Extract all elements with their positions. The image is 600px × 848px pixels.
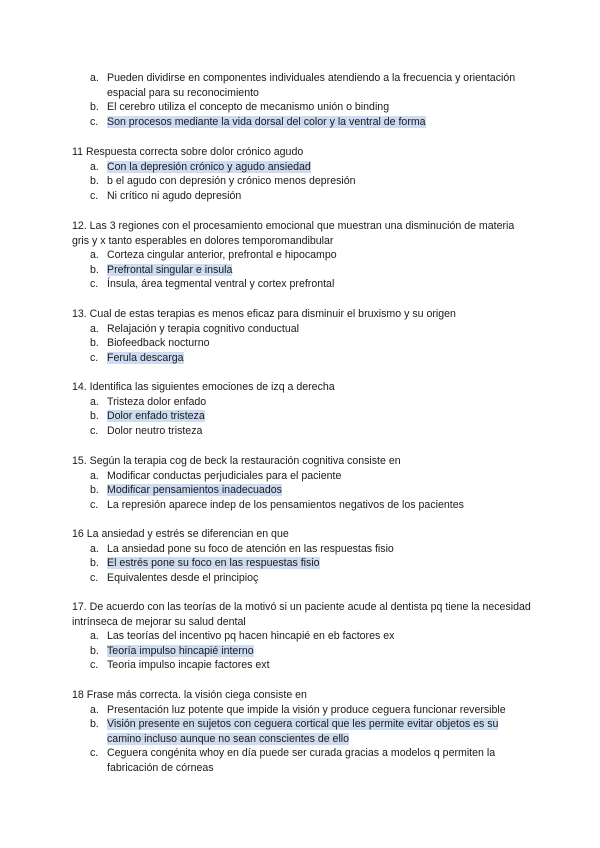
option-c bbox=[72, 189, 532, 204]
option-a bbox=[72, 71, 532, 100]
option-c bbox=[72, 115, 532, 130]
option-b bbox=[72, 263, 532, 278]
question-block bbox=[72, 307, 532, 365]
option-text: Corteza cingular anterior, prefrontal e hipocampo bbox=[107, 249, 337, 262]
option-text-highlighted: Dolor enfado tristeza bbox=[107, 410, 205, 423]
options-list bbox=[72, 395, 532, 439]
option-text: Biofeedback nocturno bbox=[107, 337, 210, 350]
option-letter: c. bbox=[90, 659, 99, 672]
options-list bbox=[72, 160, 532, 204]
option-letter: c. bbox=[90, 571, 99, 584]
option-text: Relajación y terapia cognitivo conductual bbox=[107, 322, 299, 335]
options-list bbox=[72, 629, 532, 673]
option-a bbox=[72, 629, 532, 644]
question-text: 17. De acuerdo con las teorías de la motivó si un paciente acude al dentista pq tiene la necesidad intrínseca de mejorar su salud dental bbox=[72, 601, 531, 628]
option-b bbox=[72, 409, 532, 424]
option-text: El cerebro utiliza el concepto de mecanismo unión o binding bbox=[107, 101, 390, 114]
question-block bbox=[72, 145, 532, 203]
option-text-highlighted: Prefrontal singular e insula bbox=[107, 263, 233, 276]
option-text-highlighted: Teoría impulso hincapié interno bbox=[107, 644, 254, 657]
option-c bbox=[72, 571, 532, 586]
option-letter: b. bbox=[90, 175, 99, 188]
option-c bbox=[72, 658, 532, 673]
option-b bbox=[72, 644, 532, 659]
option-letter: b. bbox=[90, 644, 99, 657]
option-text: Modificar conductas perjudiciales para el paciente bbox=[107, 469, 342, 482]
option-text: Equivalentes desde el principioç bbox=[107, 571, 259, 584]
question-text: 11 Respuesta correcta sobre dolor crónico agudo bbox=[72, 146, 304, 158]
question-text: 18 Frase más correcta. la visión ciega consiste en bbox=[72, 689, 307, 701]
option-letter: a. bbox=[90, 72, 99, 84]
option-b bbox=[72, 556, 532, 571]
option-text: Ceguera congénita whoy en día puede ser curada gracias a modelos q permiten la fabricación de córneas bbox=[107, 747, 496, 774]
option-text: Dolor neutro tristeza bbox=[107, 424, 203, 437]
option-text: Las teorías del incentivo pq hacen hincapié en eb factores ex bbox=[107, 630, 395, 643]
option-c bbox=[72, 351, 532, 366]
option-a bbox=[72, 703, 532, 718]
question-text: 12. Las 3 regiones con el procesamiento emocional que muestran una disminución de materia gris y x tanto esperables en dolores temporomandibular bbox=[72, 220, 515, 247]
option-letter: b. bbox=[90, 718, 99, 731]
option-text-highlighted: El estrés pone su foco en las respuestas fisio bbox=[107, 557, 320, 570]
option-a bbox=[72, 542, 532, 557]
option-text-highlighted: Con la depresión crónico y agudo ansiedad bbox=[107, 160, 311, 173]
option-letter: c. bbox=[90, 498, 99, 511]
option-text: Presentación luz potente que impide la visión y produce ceguera funcionar reversible bbox=[107, 703, 506, 716]
question-text: 16 La ansiedad y estrés se diferencian en que bbox=[72, 528, 289, 540]
option-letter: b. bbox=[90, 263, 99, 276]
option-b bbox=[72, 174, 532, 189]
options-list bbox=[72, 542, 532, 586]
option-c bbox=[72, 498, 532, 513]
options-list bbox=[72, 71, 532, 129]
question-text: 15. Según la terapia cog de beck la restauración cognitiva consiste en bbox=[72, 455, 401, 467]
option-letter: c. bbox=[90, 424, 99, 437]
option-a bbox=[72, 322, 532, 337]
option-text: La ansiedad pone su foco de atención en las respuestas fisio bbox=[107, 542, 394, 555]
option-letter: c. bbox=[90, 115, 99, 128]
option-b bbox=[72, 717, 532, 746]
option-a bbox=[72, 469, 532, 484]
option-letter: b. bbox=[90, 101, 99, 114]
option-letter: c. bbox=[90, 278, 99, 291]
option-text-highlighted: Modificar pensamientos inadecuados bbox=[107, 484, 282, 497]
option-letter: b. bbox=[90, 557, 99, 570]
option-letter: a. bbox=[90, 395, 99, 408]
option-c bbox=[72, 746, 532, 775]
option-text-highlighted: Visión presente en sujetos con ceguera cortical que les permite evitar objetos es su camino incluso aunque no sean conscientes de ello bbox=[107, 718, 499, 745]
options-list bbox=[72, 469, 532, 513]
option-letter: a. bbox=[90, 469, 99, 482]
options-list bbox=[72, 248, 532, 292]
option-a bbox=[72, 395, 532, 410]
question-block bbox=[72, 71, 532, 129]
option-letter: c. bbox=[90, 747, 99, 760]
options-list bbox=[72, 322, 532, 366]
option-letter: a. bbox=[90, 160, 99, 173]
option-text-highlighted: Son procesos mediante la vida dorsal del color y la ventral de forma bbox=[107, 115, 426, 128]
option-letter: a. bbox=[90, 322, 99, 335]
option-letter: b. bbox=[90, 337, 99, 350]
option-a bbox=[72, 248, 532, 263]
option-letter: a. bbox=[90, 249, 99, 262]
option-c bbox=[72, 277, 532, 292]
option-text-highlighted: Ferula descarga bbox=[107, 351, 184, 364]
option-b bbox=[72, 483, 532, 498]
option-letter: a. bbox=[90, 703, 99, 716]
option-text: Teoria impulso incapie factores ext bbox=[107, 659, 270, 672]
option-text: Ni crítico ni agudo depresión bbox=[107, 189, 242, 202]
option-letter: b. bbox=[90, 410, 99, 423]
option-text: Tristeza dolor enfado bbox=[107, 395, 207, 408]
question-block bbox=[72, 380, 532, 438]
option-text: Pueden dividirse en componentes individuales atendiendo a la frecuencia y orientación espacial para su reconocimiento bbox=[107, 72, 516, 99]
options-list bbox=[72, 703, 532, 776]
option-b bbox=[72, 336, 532, 351]
option-letter: a. bbox=[90, 630, 99, 643]
question-block bbox=[72, 454, 532, 512]
option-text: La represión aparece indep de los pensamientos negativos de los pacientes bbox=[107, 498, 464, 511]
question-text: 14. Identifica las siguientes emociones de izq a derecha bbox=[72, 381, 335, 393]
option-letter: b. bbox=[90, 484, 99, 497]
option-text: Ínsula, área tegmental ventral y cortex prefrontal bbox=[107, 278, 335, 291]
question-text: 13. Cual de estas terapias es menos eficaz para disminuir el bruxismo y su origen bbox=[72, 308, 456, 320]
option-a bbox=[72, 160, 532, 175]
question-block bbox=[72, 527, 532, 585]
option-letter: c. bbox=[90, 189, 99, 202]
option-c bbox=[72, 424, 532, 439]
question-block bbox=[72, 600, 532, 673]
option-letter: a. bbox=[90, 542, 99, 555]
option-b bbox=[72, 100, 532, 115]
question-block bbox=[72, 688, 532, 776]
question-block bbox=[72, 219, 532, 292]
option-text: b el agudo con depresión y crónico menos depresión bbox=[107, 175, 356, 188]
option-letter: c. bbox=[90, 351, 99, 364]
